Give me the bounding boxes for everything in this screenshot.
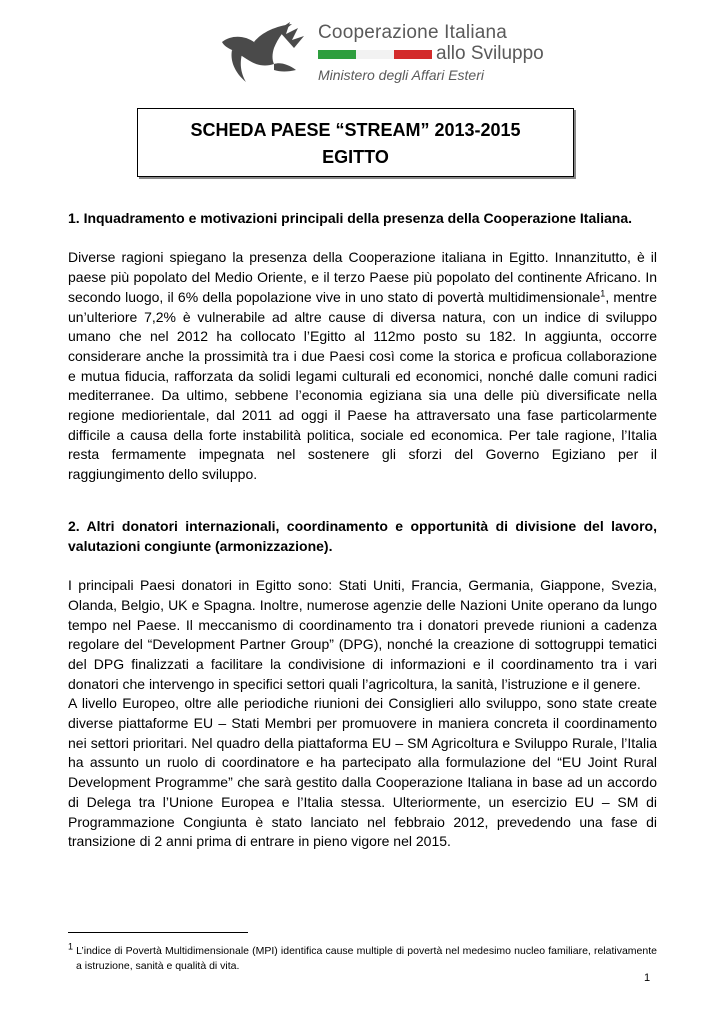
document-title: SCHEDA PAESE “STREAM” 2013-2015 bbox=[190, 120, 521, 140]
footnote-marker: 1 bbox=[68, 941, 74, 952]
section-2-heading: 2. Altri donatori internazionali, coordinamento e opportunità di divisione del lavoro, valutazioni congiunte (armonizzazione). bbox=[68, 518, 657, 554]
section-1 bbox=[68, 209, 657, 485]
section-1-heading: 1. Inquadramento e motivazioni principali della presenza della Cooperazione Italiana. bbox=[68, 210, 633, 226]
logo-line-3: Ministero degli Affari Esteri bbox=[318, 67, 484, 83]
section-2 bbox=[68, 517, 657, 852]
section-2-paragraph-2: A livello Europeo, oltre alle periodiche riunioni dei Consiglieri allo sviluppo, sono state create diverse piattaforme EU – Stati Membri per promuovere in maniera concreta il coordinamento nei settori prioritari. Nel quadro della piattaforma EU – SM Agricoltura e Sviluppo Rurale, l’Italia ha assunto un ruolo di coordinatore e ha partecipato alla formulazione del “EU Joint Rural Development Programme” che sarà gestito dalla Cooperazione Italiana in base ad un accordo di Delega tra l’Unione Europea e l’Italia stessa. Ulteriormente, un esercizio EU – SM di Programmazione Congiunta è stato lanciato nel febbraio 2012, prevedendo una fase di transizione di 2 anni prima di entrare in pieno vigore nel 2015. bbox=[68, 695, 657, 850]
italian-flag-bar bbox=[318, 50, 432, 59]
dove-logo-icon bbox=[218, 20, 310, 90]
section-1-body-part-1: Diverse ragioni spiegano la presenza della Cooperazione italiana in Egitto. Innanzitutto, è il paese più popolato del Medio Oriente, e il terzo Paese più popolato del continente Africano. In secondo luogo, il 6% della popolazione vive in uno stato di povertà multidimensionale bbox=[68, 249, 657, 305]
section-1-body-part-2: , mentre un’ulteriore 7,2% è vulnerabile ad altre cause di diversa natura, con un indice di sviluppo umano che nel 2012 ha collocato l’Egitto al 112mo posto su 182. In aggiunta, occorre considerare anche la prossimità tra i due Paesi così come la storica e proficua collaborazione e mutua fiducia, rafforzata da solidi legami culturali ed economici, nonché dalle comuni radici mediterranee. Da ultimo, sebbene l’economia egiziana sia una delle più diversificate nella regione mediorientale, dal 2011 ad oggi il Paese ha attraversato una fase particolarmente difficile a causa della forte instabilità politica, sociale ed economica. Per tale ragione, l’Italia resta fermamente impegnata nel sostenere gli sforzi del Governo Egiziano per il raggiungimento dello sviluppo. bbox=[68, 288, 657, 483]
logo-text bbox=[318, 22, 544, 84]
country-title: EGITTO bbox=[322, 147, 389, 167]
header bbox=[0, 0, 725, 100]
page-number: 1 bbox=[644, 972, 651, 984]
footnote-text: L’indice di Povertà Multidimensionale (MPI) identifica cause multiple di povertà nel medesimo nucleo familiare, relativamente a istruzione, sanità e qualità di vita. bbox=[73, 945, 657, 972]
section-1-body bbox=[68, 248, 657, 484]
logo-line-1: Cooperazione Italiana bbox=[318, 22, 508, 43]
title-box bbox=[137, 108, 574, 177]
footnote bbox=[68, 941, 657, 974]
footnote-separator bbox=[68, 932, 248, 933]
section-2-paragraph-1: I principali Paesi donatori in Egitto sono: Stati Uniti, Francia, Germania, Giappone, Svezia, Olanda, Belgio, UK e Spagna. Inoltre, numerose agenzie delle Nazioni Unite operano da lungo tempo nel Paese. Il meccanismo di coordinamento tra i donatori prevede riunioni a cadenza regolare del “Development Partner Group” (DPG), nonché la creazione di sottogruppi tematici del DPG finalizzati a facilitare la condivisione di informazioni e il coordinamento tra i vari donatori che intervengo in specifici settori quali l’agricoltura, la sanità, l’istruzione e il genere. bbox=[68, 577, 657, 692]
footnote-reference[interactable]: 1 bbox=[600, 288, 606, 299]
logo-line-2: allo Sviluppo bbox=[436, 43, 544, 64]
